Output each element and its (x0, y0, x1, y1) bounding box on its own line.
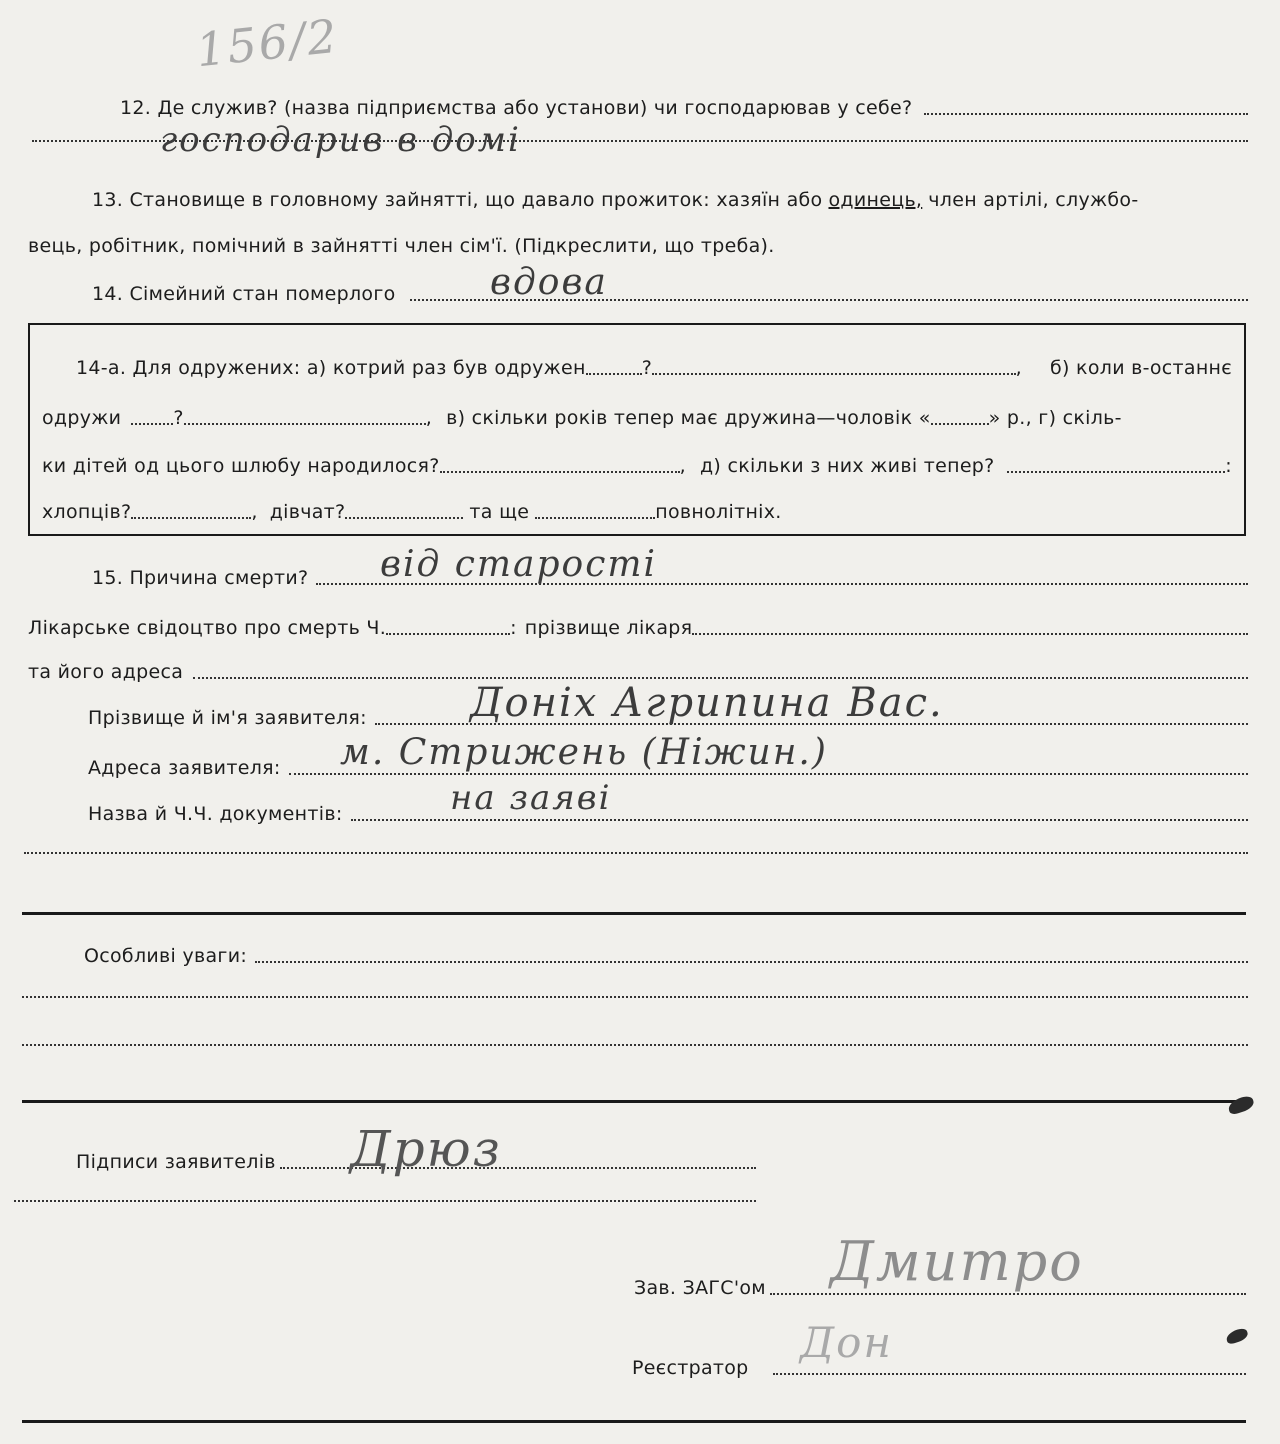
notes-line-2 (22, 996, 1248, 1003)
q14a-l4-dots1 (131, 517, 251, 519)
archive-stamp: 156/2 (193, 8, 342, 78)
applicant-name-label: Прізвище й ім'я заявителя: (88, 707, 367, 729)
q15-label: 15. Причина смерти? (92, 567, 309, 589)
q13-line1-pre: 13. Становище в головному зайнятті, що давало прожиток: хазяїн або (92, 189, 823, 211)
medical-address-fill (193, 677, 1248, 679)
medical-dots1 (386, 633, 510, 635)
q13-underlined-option: одинець, (828, 189, 923, 211)
q14a-l2-dots3 (931, 423, 989, 425)
medical-label: Лікарське свідоцтво про смерть Ч. (28, 617, 387, 639)
q14a-line4 (42, 500, 782, 524)
q14a-l2-b: в) скільки років тепер має дружина—чоловік « (446, 407, 931, 429)
q14a-l1-a: 14-а. Для одружених: а) котрий раз був одружен (76, 357, 586, 379)
notes-line (84, 944, 1248, 968)
q14a-line1 (76, 356, 1232, 380)
q14a-l1-dots1 (586, 373, 642, 375)
extra-line-1-dots (24, 852, 1248, 854)
q14a-l4-dots2 (345, 517, 463, 519)
q14-answer: вдова (490, 262, 608, 303)
q14a-l3-a: ки дітей од цього шлюбу народилося? (42, 455, 440, 477)
applicant-address-value: м. Стрижень (Ніжин.) (340, 732, 828, 773)
q13-line2-text: вець, робітник, помічний в зайнятті член сім'ї. (Підкреслити, що треба). (28, 235, 775, 257)
q15-line (92, 566, 1248, 590)
notes-line-2-dots (22, 996, 1248, 998)
signatures-line-2-dots (14, 1200, 756, 1202)
medical-address-label: та його адреса (28, 661, 184, 683)
q14a-l2-comma: , (425, 407, 433, 429)
applicant-docs-line (88, 802, 1248, 826)
q15-answer: від старості (380, 544, 658, 585)
medical-doctor-label: прізвище лікаря (524, 617, 693, 639)
applicant-docs-fill (351, 819, 1248, 821)
q14a-l4-comma: , (251, 501, 258, 523)
q14a-l2-c: » р., г) скіль- (988, 407, 1122, 429)
q14a-l2-dots2 (184, 423, 426, 425)
q13-line2 (28, 234, 775, 258)
signatures-label: Підписи заявителів (76, 1151, 276, 1173)
notes-label: Особливі уваги: (84, 945, 248, 967)
registrar-signature: Дон (800, 1318, 894, 1367)
applicant-address-fill (289, 773, 1248, 775)
divider-1 (22, 912, 1246, 915)
head-fill (770, 1293, 1246, 1295)
divider-2 (22, 1100, 1240, 1103)
applicant-address-label: Адреса заявителя: (88, 757, 281, 779)
notes-fill (255, 961, 1248, 963)
ink-blot-2 (1225, 1327, 1250, 1345)
q14a-l1-dots2 (652, 373, 1016, 375)
head-label: Зав. ЗАГС'ом (634, 1277, 766, 1299)
q14a-l2-dots1 (131, 423, 173, 425)
q14a-l2-q: ? (173, 407, 184, 429)
registrar-label: Реєстратор (632, 1357, 749, 1379)
q13-line1-post: член артілі, службо- (928, 189, 1139, 211)
q14a-l4-d: повнолітніх. (655, 501, 782, 523)
q14a-l1-b: б) коли в-останнє (1049, 357, 1232, 379)
q12-answer: господарив в домі (160, 120, 521, 160)
q14a-l4-c: та ще (469, 501, 530, 523)
applicant-docs-value: на заяві (450, 778, 612, 818)
q14a-l3-colon: : (1225, 455, 1232, 477)
applicant-name-value: Доніх Агрипина Вас. (470, 680, 944, 726)
extra-line-1 (24, 852, 1248, 859)
q12-fill (924, 113, 1248, 115)
q14a-line2 (42, 406, 1232, 430)
q14a-l3-comma: , (679, 455, 686, 477)
q14a-l4-b: дівчат? (269, 501, 346, 523)
q14a-l4-dots3 (535, 517, 655, 519)
registrar-fill (773, 1373, 1246, 1375)
q14a-l3-b: д) скільки з них живі тепер? (699, 455, 995, 477)
q14a-l3-dots1 (440, 471, 680, 473)
medical-dots2 (692, 633, 1248, 635)
head-signature: Дмитро (830, 1230, 1084, 1293)
q13-line1 (92, 188, 1139, 212)
applicant-docs-label: Назва й Ч.Ч. документів: (88, 803, 343, 825)
signatures-line-2 (14, 1200, 756, 1207)
q14-label: 14. Сімейний стан померлого (92, 283, 396, 305)
q14a-l3-dots2 (1007, 471, 1226, 473)
q14a-line3 (42, 454, 1232, 478)
q14a-l4-a: хлопців? (42, 501, 132, 523)
medical-line (28, 616, 1248, 640)
ink-blot-1 (1226, 1094, 1255, 1115)
q12-line (120, 96, 1248, 120)
registrar-line (632, 1356, 1246, 1380)
medical-colon: : (510, 617, 517, 639)
applicant-signature: Дрюз (350, 1120, 502, 1178)
q14a-l2-a: одружи (42, 407, 122, 429)
q14a-l1-comma: , (1015, 357, 1022, 379)
divider-3 (22, 1420, 1246, 1423)
q14-line (92, 282, 1248, 306)
q14a-l1-q: ? (641, 357, 653, 379)
notes-line-3-dots (22, 1044, 1248, 1046)
notes-line-3 (22, 1044, 1248, 1051)
q12-label: 12. Де служив? (назва підприємства або установи) чи господарював у себе? (120, 97, 913, 119)
